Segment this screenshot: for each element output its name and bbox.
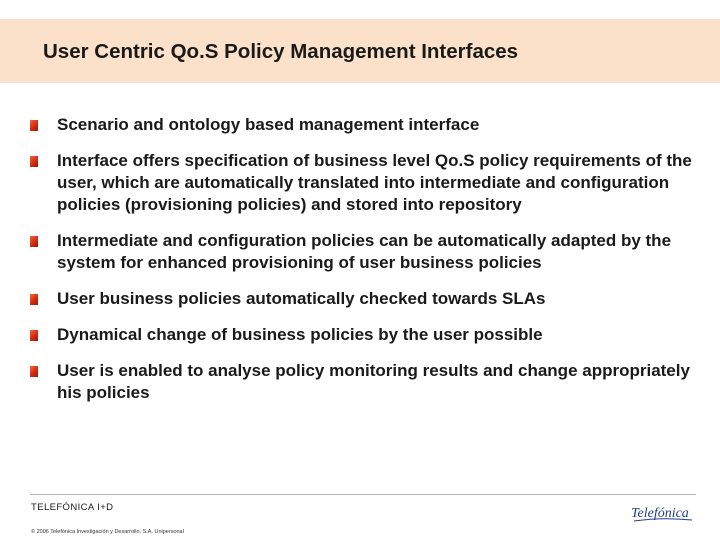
- footer-divider: [30, 494, 696, 495]
- bullet-square-icon: [30, 120, 38, 131]
- bullet-text: Dynamical change of business policies by the user possible: [57, 325, 543, 344]
- logo-wordmark: Telefónica: [631, 506, 689, 521]
- bullet-text: User is enabled to analyse policy monitoring results and change appropriately his policies: [57, 361, 690, 402]
- bullet-list: [30, 114, 700, 418]
- bullet-item: [30, 288, 700, 310]
- bullet-text: Interface offers specification of business level Qo.S policy requirements of the user, which are automatically translated into intermediate and configuration policies (provisioning policies) and stored into repository: [57, 151, 692, 214]
- telefonica-logo-icon: [630, 502, 694, 524]
- bullet-text: Scenario and ontology based management interface: [57, 115, 480, 134]
- bullet-square-icon: [30, 366, 38, 377]
- bullet-square-icon: [30, 294, 38, 305]
- footer-company-name: TELEFÓNICA I+D: [31, 502, 114, 513]
- bullet-square-icon: [30, 236, 38, 247]
- bullet-text: User business policies automatically checked towards SLAs: [57, 289, 546, 308]
- bullet-item: [30, 230, 700, 274]
- bullet-item: [30, 150, 700, 216]
- bullet-square-icon: [30, 156, 38, 167]
- slide-title: User Centric Qo.S Policy Management Interfaces: [43, 40, 519, 63]
- footer-copyright: © 2006 Telefónica Investigación y Desarrollo, S.A. Unipersonal: [31, 529, 184, 535]
- bullet-text: Intermediate and configuration policies can be automatically adapted by the system for enhanced provisioning of user business policies: [57, 231, 672, 272]
- bullet-item: [30, 324, 700, 346]
- bullet-item: [30, 114, 700, 136]
- bullet-square-icon: [30, 330, 38, 341]
- bullet-item: [30, 360, 700, 404]
